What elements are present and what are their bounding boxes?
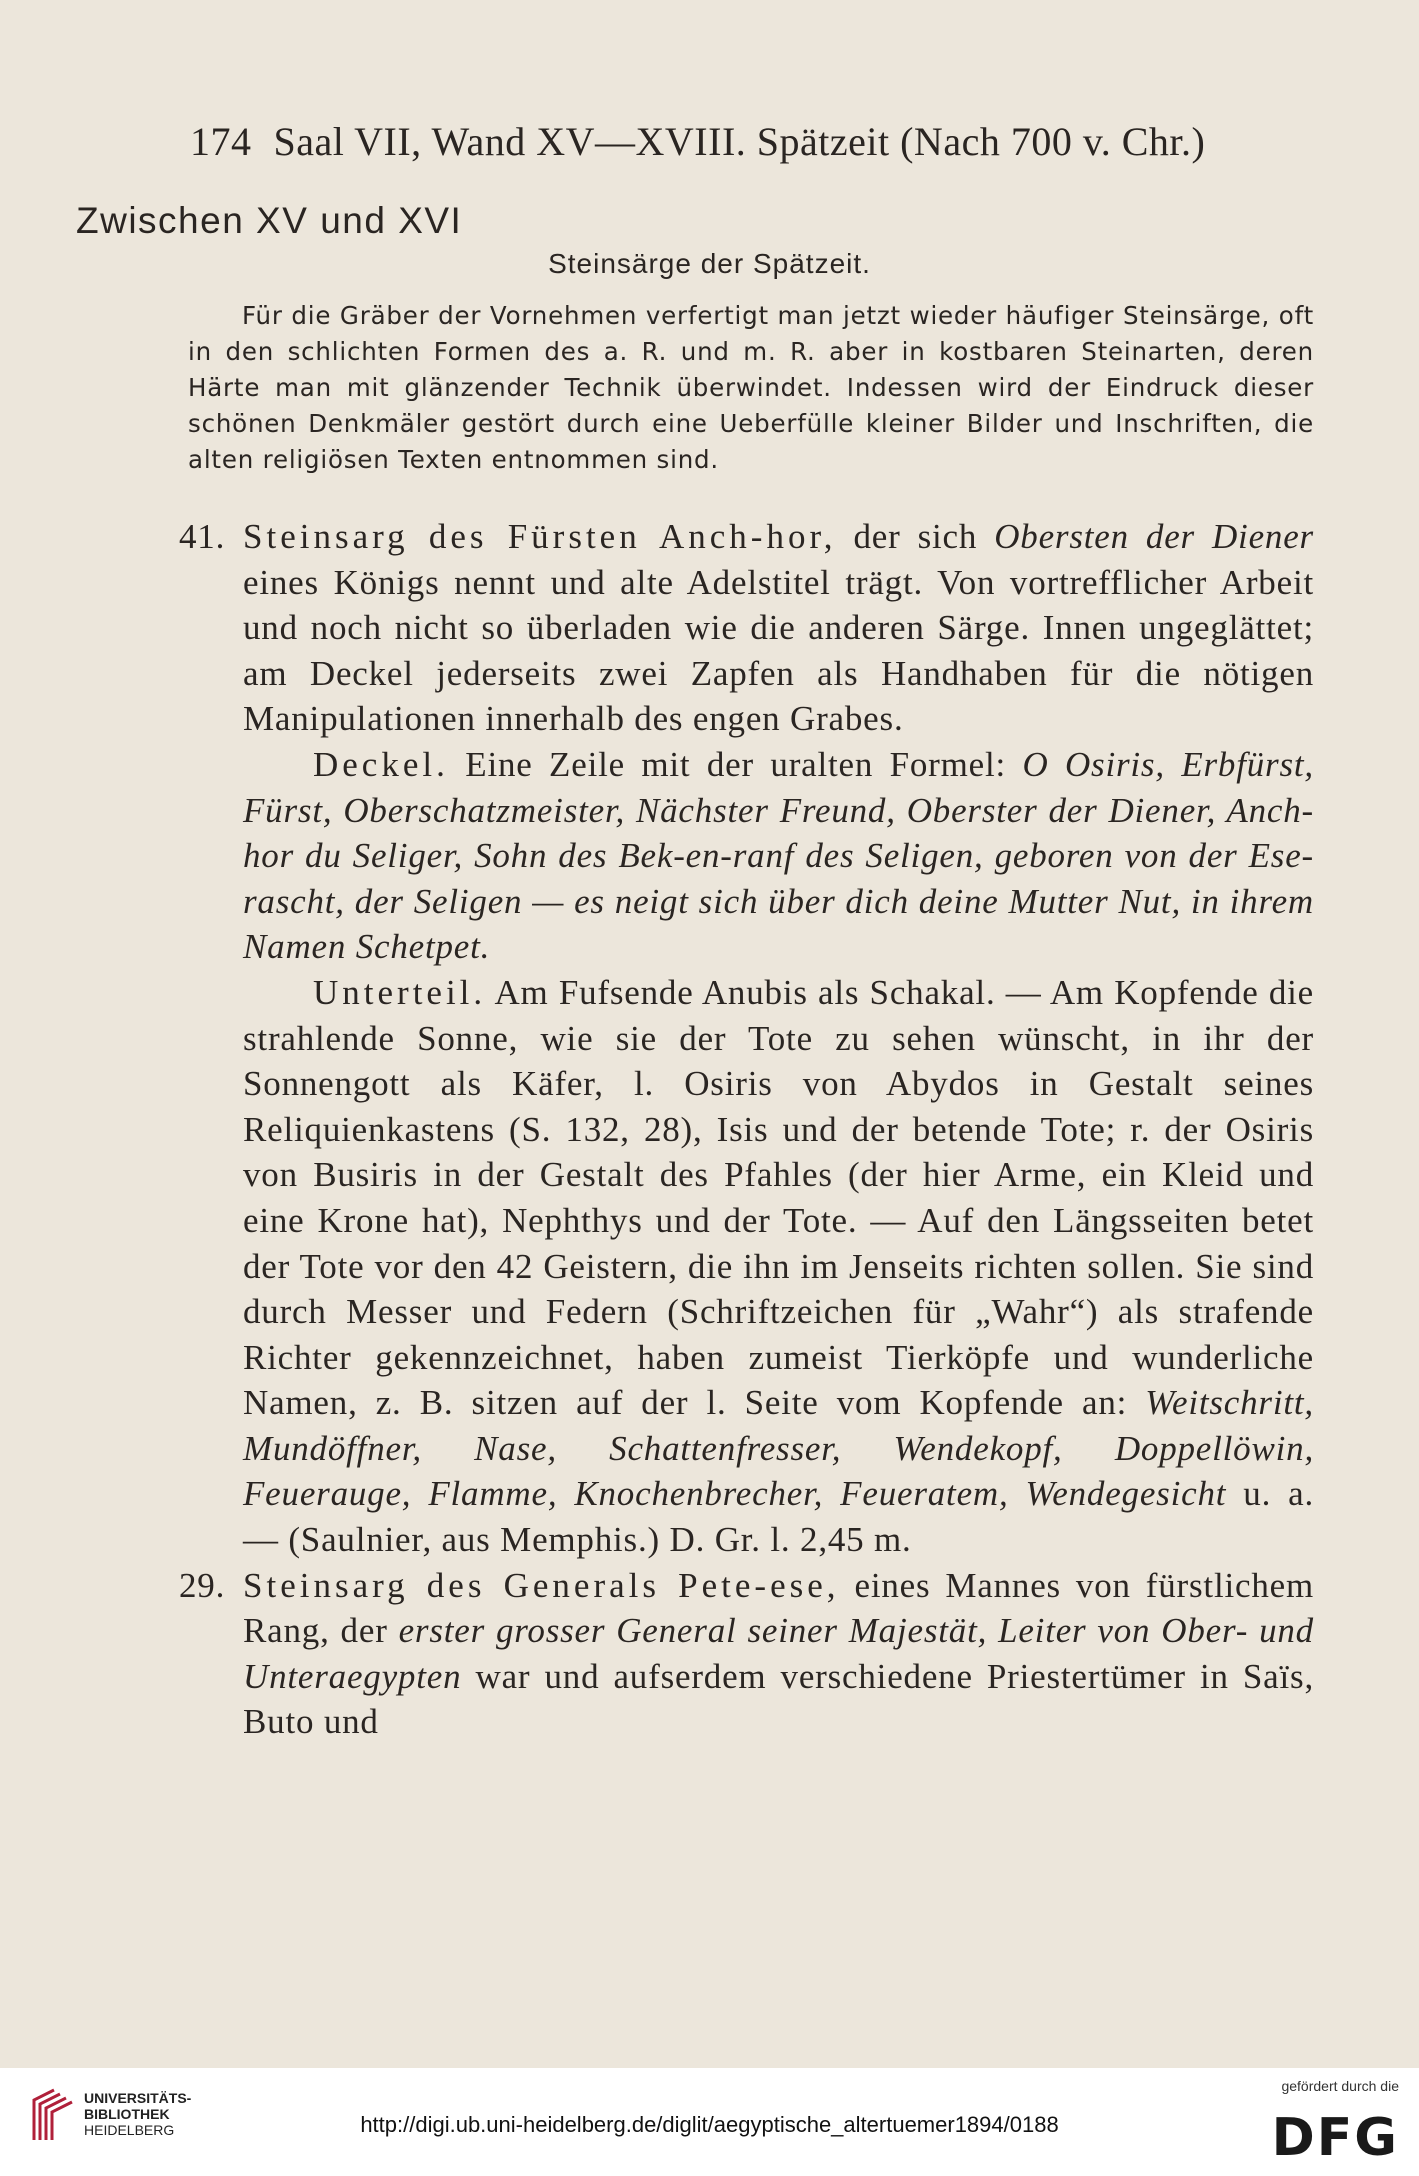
entry-title-italic: Obersten der Diener xyxy=(994,517,1314,556)
catalogue-entries xyxy=(179,514,1315,1745)
funding-note: gefördert durch die xyxy=(1281,2078,1399,2094)
entry-heading: Steinsarg des Generals Pete-ese, xyxy=(243,1565,840,1605)
entry-heading: Steinsarg des Fürsten Anch-hor, xyxy=(243,517,837,556)
digitization-footer xyxy=(0,2068,1419,2176)
entry-number: 41. xyxy=(179,517,226,556)
entry-text: der sich xyxy=(853,517,978,556)
unterteil-end: u. a. — (Saulnier, aus Memphis.) D. Gr. l. 2,45 m. xyxy=(243,1474,1315,1560)
dfg-logo: DFG xyxy=(1271,2108,1399,2168)
running-head xyxy=(190,118,1205,165)
entry-41 xyxy=(179,514,1314,742)
entry-29 xyxy=(179,1563,1314,1745)
intro-paragraph: Für die Gräber der Vornehmen verfertigt man jetzt wieder häufiger Steinsärge, oft in den schlichten Formen des a. R. und m. R. aber in kostbaren Steinarten, deren Härte man mit glänzender Technik überwindet. Indessen wird der Eindruck dieser schönen Denkmäler gestört durch eine Ueberfülle kleiner Bilder und Inschriften, die alten religiösen Texten entnommen sind. xyxy=(188,301,1314,474)
entry-text: eines Mannes von fürstlichem Rang, der xyxy=(243,1565,1314,1651)
entry-text: war und aufserdem verschiedene Priestertümer in Saïs, Buto und xyxy=(243,1656,1314,1742)
section-title: Zwischen XV und XVI xyxy=(76,200,463,241)
entry-title-italic: erster grosser General seiner Majestät, Leiter von Ober- und Unteraegypten xyxy=(243,1611,1314,1696)
unterteil-label: Unterteil. xyxy=(313,972,487,1012)
entry-41-unterteil xyxy=(243,970,1314,1563)
library-name: UNIVERSITÄTS- BIBLIOTHEK HEIDELBERG xyxy=(84,2090,192,2138)
unterteil-text: Am Fufsende Anubis als Schakal. — Am Kopfende die strahlende Sonne, wie sie der Tote zu sehen wünscht, in ihr der Sonnengott als Käfer, l. Osiris von Abydos in Gestalt seines Reliquienkastens (S. 132, 28), Isis und der betende Tote; r. der Osiris von Busiris in der Gestalt des Pfahles (der hier Arme, ein Kleid und eine Krone hat), Nephthys und der Tote. — Auf den Längsseiten betet der Tote vor den 42 Geistern, die ihn im Jenseits richten sollen. Sie sind durch Messer und Federn (Schriftzeichen für „Wahr“) als strafende Richter gekennzeichnet, haben zumeist Tierköpfe und wunderliche Namen, z. B. sitzen auf der l. Seite vom Kopfende an: xyxy=(243,972,1315,1423)
deckel-formula: O Osiris, Erbfürst, Fürst, Oberschatzmeister, Nächster Freund, Oberster der Diener, Anch-hor du Seliger, Sohn des Bek-en-ranf des Seligen, geboren von der Ese-rascht, der Seligen — es neigt sich über dich deine Mutter Nut, in ihrem Namen Schetpet. xyxy=(243,744,1314,967)
entry-41-deckel xyxy=(243,742,1314,970)
spirit-names: Weitschritt, Mundöffner, Nase, Schattenfresser, Wendekopf, Doppellöwin, Feuerauge, Flamme, Knochenbrecher, Feueratem, Wendegesicht xyxy=(243,1383,1314,1514)
section-subtitle: Steinsärge der Spätzeit. xyxy=(548,248,871,279)
deckel-text: Eine Zeile mit der uralten Formel: xyxy=(465,744,1007,784)
running-title: Saal VII, Wand XV—XVIII. Spätzeit (Nach 700 v. Chr.) xyxy=(273,119,1206,164)
page-number: 174 xyxy=(190,119,252,164)
permalink-url[interactable]: http://digi.ub.uni-heidelberg.de/diglit/aegyptische_altertuemer1894/0188 xyxy=(360,2112,1059,2137)
entry-text: eines Königs nennt und alte Adelstitel trägt. Von vortrefflicher Arbeit und noch nicht so überladen wie die anderen Särge. Innen ungeglättet; am Deckel jederseits zwei Zapfen als Handhaben für die nötigen Manipulationen innerhalb des engen Grabes. xyxy=(243,562,1314,739)
deckel-label: Deckel. xyxy=(313,744,449,784)
entry-number: 29. xyxy=(179,1565,226,1605)
